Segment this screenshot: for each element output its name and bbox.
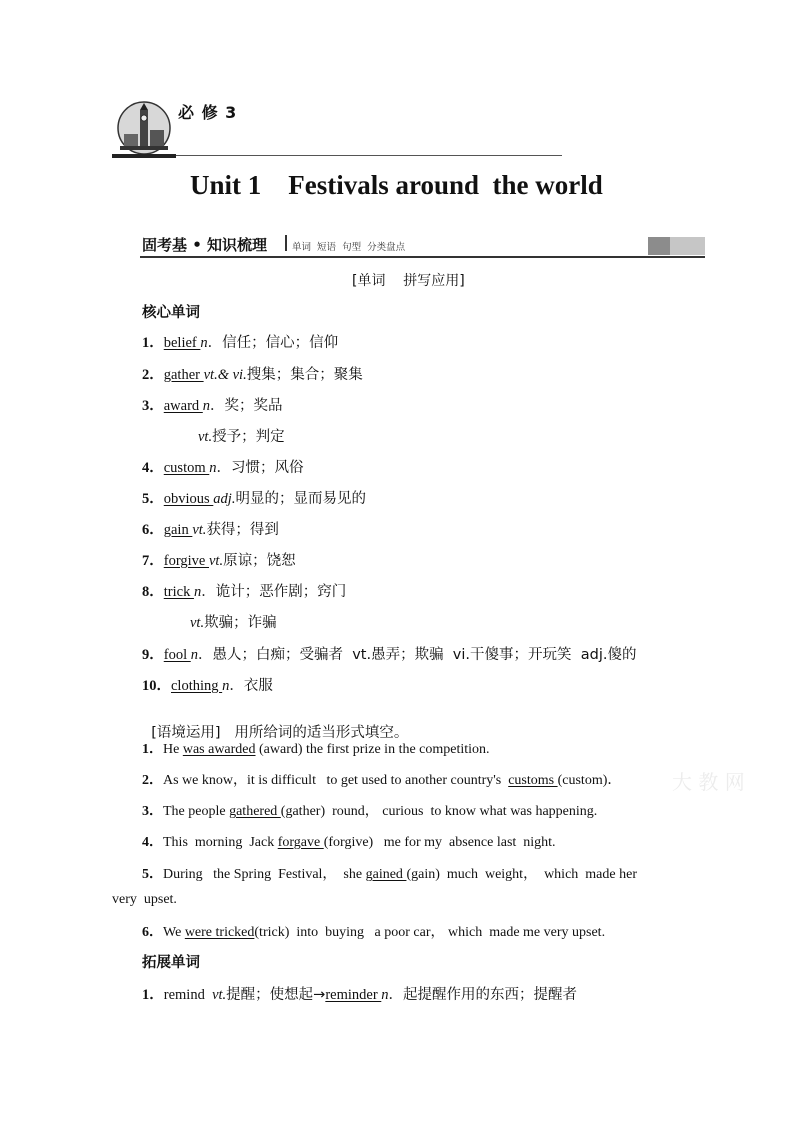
list-item: 1．He was awarded (award) the first prize in the competition.	[142, 742, 490, 757]
answer: forgave	[277, 835, 324, 850]
answer: obvious	[163, 491, 214, 507]
section-bar-dark	[648, 237, 670, 255]
unit-title: Unit 1 Festivals around the world	[190, 170, 603, 200]
list-item: 9．fool n．愚人；白痴；受骗者 vt.愚弄；欺骗 vi.干傻事；开玩笑 adj.傻的	[142, 647, 637, 663]
section-rule	[140, 256, 705, 258]
extended-label: 拓展单词	[142, 955, 200, 971]
answer: belief	[163, 335, 201, 351]
answer: custom	[163, 460, 210, 476]
big-ben-icon	[116, 100, 172, 156]
book-name: 必 修 3	[178, 103, 238, 122]
list-item: 1．remind vt.提醒；使想起→reminder n．起提醒作用的东西；提醒者	[142, 987, 578, 1003]
answer: reminder	[325, 987, 382, 1003]
section-tags: 单词 短语 句型 分类盘点	[292, 242, 406, 253]
list-item: 7．forgive vt.原谅；饶恕	[142, 553, 296, 569]
book-logo	[116, 100, 172, 156]
answer: gain	[163, 522, 193, 538]
answer: gathered	[229, 804, 281, 819]
list-item: 3．award n．奖；奖品	[142, 398, 283, 414]
list-item: 1．belief n．信任；信心；信仰	[142, 335, 339, 351]
list-item: 2．gather vt.& vi.搜集；集合；聚集	[142, 367, 363, 383]
section-title: 固考基 • 知识梳理	[142, 236, 268, 254]
answer: trick	[163, 584, 194, 600]
answer: gained	[365, 867, 407, 882]
answer: award	[163, 398, 203, 414]
list-item: 2．As we know，it is difficult to get used to another country's customs (custom)．	[142, 773, 622, 788]
list-item: 4．This morning Jack forgave (forgive) me for my absence last night.	[142, 835, 556, 850]
list-item: 10．clothing n．衣服	[142, 678, 273, 694]
watermark: 大 教 网	[672, 770, 745, 794]
answer: fool	[163, 647, 191, 663]
list-item: 5．During the Spring Festival， she gained (gain) much weight， which made her	[142, 867, 637, 882]
list-item: 4．custom n．习惯；风俗	[142, 460, 304, 476]
section-divider	[285, 235, 287, 251]
answer: forgive	[163, 553, 209, 569]
answer: customs	[508, 773, 558, 788]
header-rule-thick	[112, 154, 176, 158]
list-item: vt.授予；判定	[198, 429, 285, 445]
section-bar-light	[670, 237, 705, 255]
list-item: 5．obvious adj.明显的；显而易见的	[142, 491, 366, 507]
section-subtitle: [单词 拼写应用]	[352, 273, 465, 289]
list-item: very upset.	[112, 892, 177, 907]
answer: clothing	[171, 678, 223, 694]
header-rule-thin	[176, 155, 562, 156]
answer: were tricked	[184, 925, 255, 940]
list-item: 8．trick n．诡计；恶作剧；窍门	[142, 584, 347, 600]
list-item: 6．gain vt.获得；得到	[142, 522, 279, 538]
list-item: 3．The people gathered (gather) round， curious to know what was happening.	[142, 804, 598, 819]
context-instruction: [语境运用] 用所给词的适当形式填空。	[151, 725, 409, 741]
core-label: 核心单词	[142, 305, 200, 321]
list-item: 6．We were tricked(trick) into buying a poor car， which made me very upset.	[142, 925, 606, 940]
answer: was awarded	[182, 742, 256, 757]
answer: gather	[163, 367, 204, 383]
list-item: vt.欺骗；诈骗	[190, 615, 277, 631]
